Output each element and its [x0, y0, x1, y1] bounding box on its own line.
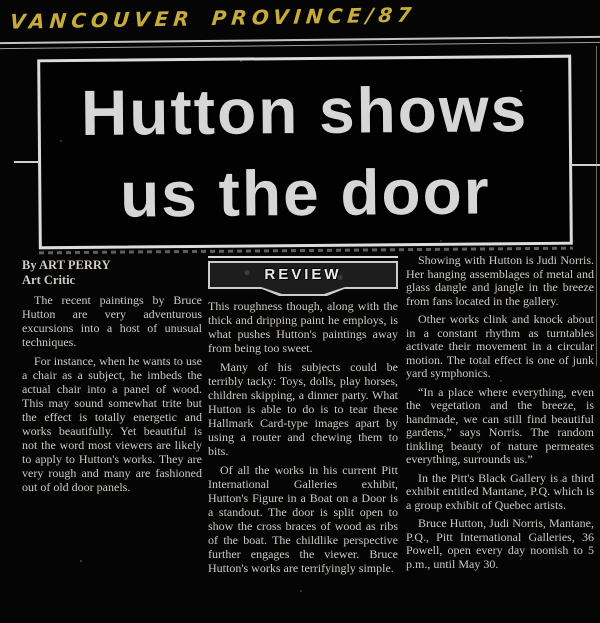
review-badge-rule — [208, 256, 398, 258]
paragraph: This roughness though, along with the thick and dripping paint he employs, is what pushes Hutton's paintings away from being too sweet. — [208, 299, 398, 355]
paragraph: Of all the works in his current Pitt International Galleries exhibit, Hutton's Figure in a Boat on a Door is a standout. The door is split open to show the cross braces of wood as ribs of the boat. The childlike perspective further engages the viewer. Bruce Hutton's works are terrifyingly simple. — [208, 463, 398, 575]
byline — [22, 258, 202, 288]
headline-box — [37, 55, 573, 250]
paragraph: “In a place where everything, even the vegetation and the breeze, is handmade, we can still find beautiful gardens,” says Norris. The random tinkling beauty of nature permeates everything, surrounds us.” — [406, 384, 594, 466]
headline-line-2: us the door — [119, 155, 491, 231]
article-column-1 — [22, 258, 202, 499]
byline-role: Art Critic — [22, 273, 76, 287]
paragraph: Bruce Hutton, Judi Norris, Mantane, P.Q., Pitt International Galleries, 36 Powell, open every day noonish to 5 p.m., until May 30. — [406, 516, 594, 571]
handwritten-annotation: VANCOUVER PROVINCE/87 — [8, 2, 418, 34]
review-badge-label: REVIEW — [264, 266, 342, 283]
paragraph: For instance, when he wants to use a chair as a subject, he imbeds the actual chair into a panel of wood. This may sound somewhat trite but the effect is totally energetic and works beautifully. Yet beautiful is not the word most viewers are likely to apply to Hutton's works. They are very rough and many are fashioned out of old door panels. — [22, 354, 202, 494]
review-badge-bar — [208, 261, 398, 289]
paragraph: In the Pitt's Black Gallery is a third exhibit entitled Mantane, P.Q. which is a group exhibit of Quebec artists. — [406, 470, 594, 512]
left-margin-tick — [14, 161, 38, 163]
headline-line-1: Hutton shows — [80, 73, 529, 149]
paragraph: Many of his subjects could be terribly tacky: Toys, dolls, play horses, children skipping, a dinner party. What Hutton is able to do is to tear these Hallmark Card-type images apart by using a router and chewing them to bits. — [208, 360, 398, 458]
paragraph: Showing with Hutton is Judi Norris. Her hanging assemblages of metal and glass dangle and jangle in the breeze from fans located in the gallery. — [406, 253, 594, 308]
byline-author: By ART PERRY — [22, 258, 111, 272]
review-badge — [208, 256, 398, 289]
paragraph: The recent paintings by Bruce Hutton are very adventurous excursions into a host of unusual techniques. — [22, 293, 202, 349]
paragraph: Other works clink and knock about in a constant rhythm as turntables activate their movement in a circular motion. The total effect is one of junk yard symphonics. — [406, 312, 594, 380]
article-column-2 — [208, 256, 398, 580]
film-grain — [0, 0, 2, 2]
clipping-right-edge-line — [596, 46, 597, 366]
article-column-3 — [406, 254, 594, 576]
